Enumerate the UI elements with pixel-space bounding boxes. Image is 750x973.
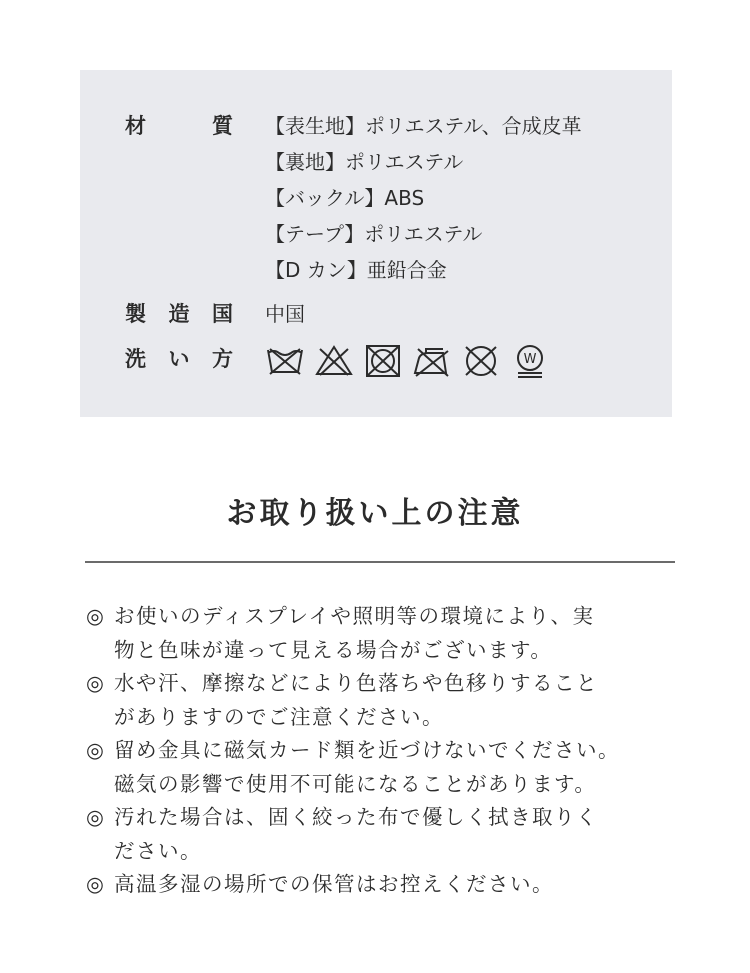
material-values xyxy=(265,108,582,288)
product-spec-panel xyxy=(80,70,672,417)
material-value: 【表生地】ポリエステル、合成皮革 xyxy=(265,114,582,138)
material-value: 【テープ】ポリエステル xyxy=(265,222,483,246)
notice-item xyxy=(86,667,686,734)
material-value: 【D カン】亜鉛合金 xyxy=(265,258,447,282)
care-icons xyxy=(265,343,550,379)
notice-text: 汚れた場合は、固く絞った布で優しく拭き取りく xyxy=(114,805,598,829)
bullet-mark: ◎ xyxy=(86,805,106,829)
notice-text: 水や汗、摩擦などにより色落ちや色移りすること xyxy=(114,671,598,695)
origin-label: 製 造 国 xyxy=(125,302,233,326)
svg-text:W: W xyxy=(523,352,537,367)
notice-text: お使いのディスプレイや照明等の環境により、実 xyxy=(114,604,595,628)
do-not-iron-icon xyxy=(412,344,452,378)
do-not-tumble-dry-icon xyxy=(363,344,403,378)
notice-text: 高温多湿の場所での保管はお控えください。 xyxy=(114,872,554,896)
notice-text: がありますのでご注意ください。 xyxy=(114,704,444,729)
material-value: 【バックル】ABS xyxy=(265,186,425,210)
notice-item xyxy=(86,734,686,801)
notice-item xyxy=(86,600,686,667)
bullet-mark: ◎ xyxy=(86,872,106,896)
notice-text: 物と色味が違って見える場合がございます。 xyxy=(114,637,553,662)
do-not-dry-clean-icon xyxy=(461,344,501,378)
origin-value: 中国 xyxy=(265,302,305,326)
washing-row xyxy=(125,341,550,379)
do-not-bleach-icon xyxy=(314,344,354,378)
washing-label: 洗 い 方 xyxy=(125,347,233,371)
material-label: 材 質 xyxy=(125,114,233,138)
do-not-wash-icon xyxy=(265,344,305,378)
bullet-mark: ◎ xyxy=(86,738,106,762)
notice-item xyxy=(86,868,686,902)
notice-list xyxy=(86,600,686,902)
notice-text: 留め金具に磁気カード類を近づけないでください。 xyxy=(114,738,620,762)
notice-title: お取り扱い上の注意 xyxy=(226,496,524,531)
bullet-mark: ◎ xyxy=(86,671,106,695)
origin-row xyxy=(125,296,305,332)
divider xyxy=(85,561,675,563)
notice-text: ださい。 xyxy=(114,838,202,863)
material-row xyxy=(125,108,582,288)
notice-text: 磁気の影響で使用不可能になることがあります。 xyxy=(114,771,597,796)
notice-item xyxy=(86,801,686,868)
wet-clean-icon xyxy=(510,344,550,378)
material-value: 【裏地】ポリエステル xyxy=(265,150,464,174)
bullet-mark: ◎ xyxy=(86,604,106,628)
